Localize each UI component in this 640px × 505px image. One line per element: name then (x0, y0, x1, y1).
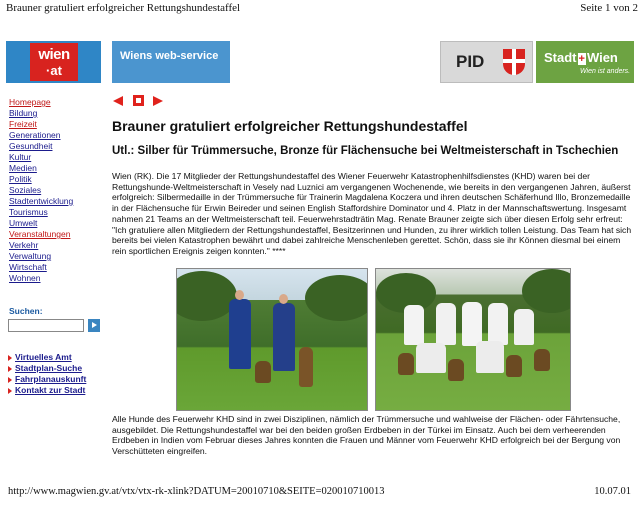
article-subheadline: Utl.: Silber für Trümmersuche, Bronze für Flächensuche bei Weltmeisterschaft in Tschechien (112, 145, 619, 157)
search-label: Suchen: (9, 306, 43, 316)
photo-person (488, 303, 508, 345)
web-service-label: Wiens web-service (120, 50, 219, 62)
next-arrow-icon[interactable] (153, 96, 163, 106)
photo-person (436, 303, 456, 345)
photo-tree (176, 271, 237, 321)
photo-person (416, 343, 446, 373)
article-body: Wien (RK). Die 17 Mitglieder der Rettungshundestaffel des Wiener Feuerwehr Katastrophenhilfsdienstes (KHD) waren bei der Rettungshunde-Weltmeisterschaft in Vesely nad Luznici am vergangenen Wochenende, wie bereits in den vergangenen Jahren, äußerst erfolgreich: Silbermedaille in der Trümmersuche für Trainerin Magdalena Koczera und ihren deutschen Schäferhund Illo, Bronzemedaille in der Flächensuche für Erwin Beireder und seinen English Staffordshire Dominator und 4. Platz in der Mannschaftswertung. Insgesamt nahmen 21 Teams an der Weltmeisterschaft teil. Feuerwehrstadträtin Mag. Renate Brauner zeigte sich über diesen Erfolg sehr erfreut: "Ich gratuliere allen Mitgliedern der Rettungshundestaffel, Besitzerinnen und Hunden, zu ihrer wirklich tollen Leistung. Das Team hat sich bereits bei vielen Katastrophen bewährt und dabei zahlreiche Menschenleben gerettet. Schön, dass sie ihr Können diesmal bei einem rein sportlichen Ereignis zeigen konnten." **** (112, 171, 632, 256)
print-header (0, 0, 640, 16)
sidebar-item-bildung[interactable]: Bildung (9, 108, 38, 118)
sidebar-item-soziales[interactable]: Soziales (9, 185, 42, 195)
wien-at-banner[interactable] (6, 41, 103, 83)
sidebar-item-freizeit[interactable]: Freizeit (9, 119, 37, 129)
sidebar-nav (9, 97, 89, 284)
quick-links (8, 352, 118, 396)
quick-link-virtuelles-amt[interactable] (8, 352, 118, 363)
previous-arrow-icon[interactable] (113, 96, 123, 106)
sidebar-item-umwelt[interactable]: Umwelt (9, 218, 38, 228)
print-header-title: Brauner gratuliert erfolgreicher Rettungshundestaffel (6, 2, 241, 14)
bullet-triangle-icon (8, 388, 12, 394)
wien-word: Wien (586, 50, 618, 65)
print-footer (0, 486, 640, 500)
overview-icon[interactable] (133, 95, 144, 106)
pid-banner[interactable] (440, 41, 533, 83)
wien-logo-domain: ·at (46, 63, 62, 78)
sidebar-item-wohnen[interactable]: Wohnen (9, 273, 41, 283)
quick-link-label: Virtuelles Amt (15, 352, 72, 362)
stadt-word: Stadt (544, 50, 577, 65)
sidebar-item-verwaltung[interactable]: Verwaltung (9, 251, 52, 261)
web-service-banner[interactable] (112, 41, 230, 83)
sidebar-item-wirtschaft[interactable]: Wirtschaft (9, 262, 47, 272)
photo-dog (506, 355, 522, 377)
article-headline: Brauner gratuliert erfolgreicher Rettungshundestaffel (112, 118, 468, 134)
print-footer-url: http://www.magwien.gv.at/vtx/vtx-rk-xlink?DATUM=20010710&SEITE=020010710013 (8, 486, 385, 497)
search-go-button[interactable] (88, 319, 100, 332)
sidebar-item-generationen[interactable]: Generationen (9, 130, 61, 140)
sidebar-item-verkehr[interactable]: Verkehr (9, 240, 39, 250)
quick-link-stadtplan-suche[interactable] (8, 363, 118, 374)
article-body-continued: Alle Hunde des Feuerwehr KHD sind in zwei Disziplinen, nämlich der Trümmersuche und wahlweise der Flächen- oder Fährtensuche, ausgebildet. Die Rettungshundestaffel war bei den beiden großen Erdbeben in der Türkei im Einsatz. Auch bei dem verheerenden Erdbeben in Indien vom Februar dieses Jahres konnten die Frauen und Männer vom Feuerwehr KHD erfolgreich bei der Bergung von Verschütteten eingreifen. (112, 414, 621, 457)
photo-person-head (235, 290, 244, 300)
print-footer-date: 10.07.01 (594, 486, 631, 497)
stadt-wien-banner[interactable] (536, 41, 634, 83)
photo-dog (255, 361, 271, 383)
bullet-triangle-icon (8, 377, 12, 383)
quick-link-label: Fahrplanauskunft (15, 374, 87, 384)
quick-link-label: Stadtplan-Suche (15, 363, 83, 373)
photo-person (273, 303, 295, 371)
photo-person (514, 309, 534, 345)
sidebar-item-stadtentwicklung[interactable]: Stadtentwicklung (9, 196, 74, 206)
search-input[interactable] (8, 319, 84, 332)
bullet-triangle-icon (8, 366, 12, 372)
photo-rescue-team (375, 268, 571, 411)
sidebar-item-medien[interactable]: Medien (9, 163, 37, 173)
photo-person (404, 305, 424, 345)
sidebar-item-homepage[interactable]: Homepage (9, 97, 51, 107)
stadt-wien-slogan: Wien ist anders. (580, 68, 631, 75)
wien-at-logo[interactable] (30, 43, 78, 81)
stadt-wien-logo (544, 50, 618, 65)
photo-dog (398, 353, 414, 375)
photo-tree (522, 269, 571, 313)
photo-person-head (279, 294, 288, 304)
sidebar-item-gesundheit[interactable]: Gesundheit (9, 141, 53, 151)
sidebar-item-politik[interactable]: Politik (9, 174, 32, 184)
photo-dog (448, 359, 464, 381)
photo-person (476, 341, 504, 373)
photo-person (462, 302, 482, 346)
pid-label: PID (456, 52, 485, 71)
photo-dog (534, 349, 550, 371)
bullet-triangle-icon (8, 355, 12, 361)
photo-person (229, 299, 251, 369)
vienna-shield-icon (503, 49, 525, 75)
quick-link-fahrplanauskunft[interactable] (8, 374, 118, 385)
wien-logo-text: wien (38, 46, 70, 63)
stadt-plus: + (578, 53, 585, 65)
photo-medal-winners (176, 268, 368, 411)
photo-dog (299, 347, 313, 387)
sidebar-item-kultur[interactable]: Kultur (9, 152, 32, 162)
sidebar-item-veranstaltungen[interactable]: Veranstaltungen (9, 229, 71, 239)
sidebar-item-tourismus[interactable]: Tourismus (9, 207, 48, 217)
quick-link-kontakt[interactable] (8, 385, 118, 396)
print-header-page: Seite 1 von 2 (580, 2, 638, 14)
quick-link-label: Kontakt zur Stadt (15, 385, 86, 395)
photo-tree (305, 275, 368, 321)
